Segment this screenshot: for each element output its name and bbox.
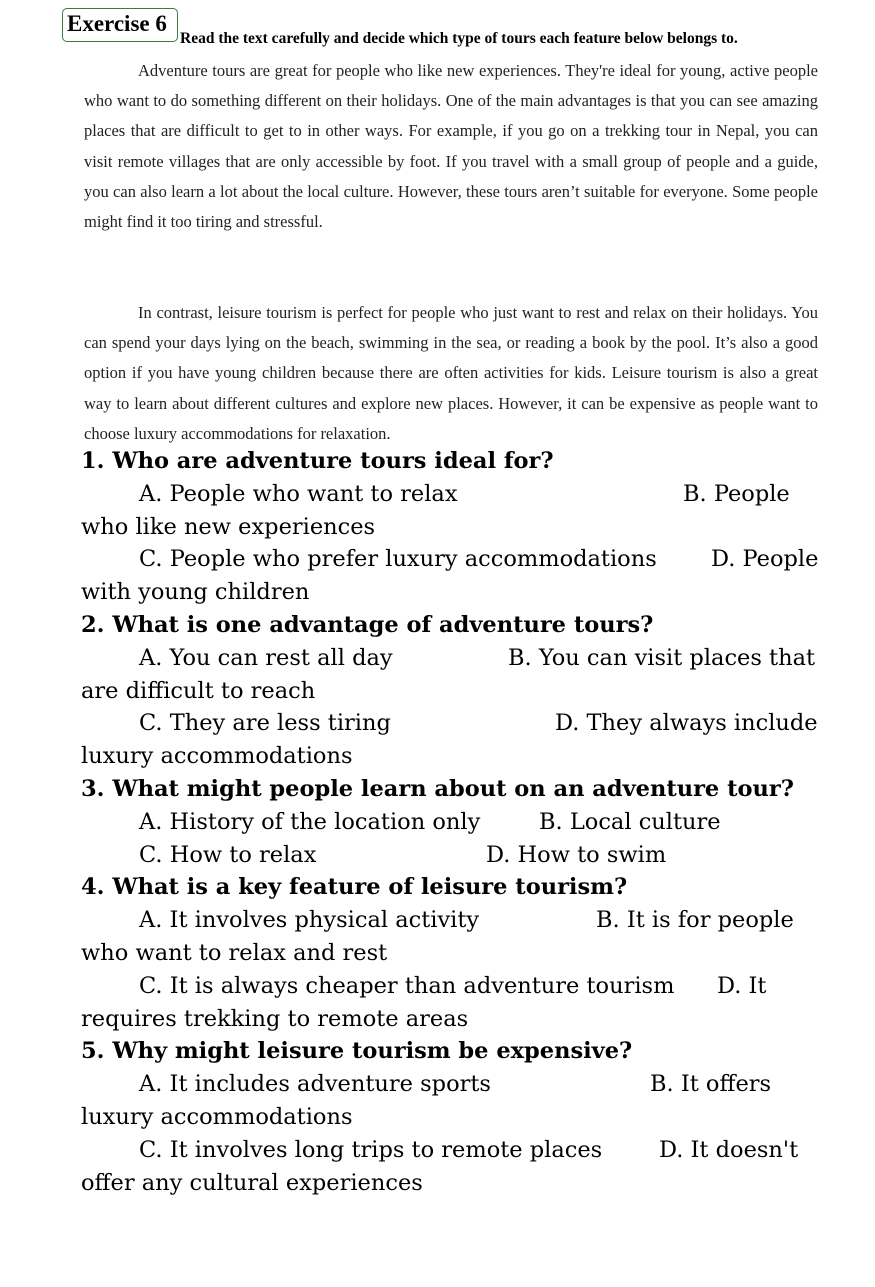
question-block-3 (81, 773, 826, 871)
passage-paragraph-leisure: In contrast, leisure tourism is perfect for people who just want to rest and relax on their holidays. You can spend your days lying on the beach, swimming in the sea, or reading a book by the pool. It’s also a good option if you have young children because there are often activities for kids. Leisure tourism is also a great way to learn about different cultures and explore new places. However, it can be expensive as people want to choose luxury accommodations for relaxation. (84, 303, 818, 443)
question-list (81, 445, 826, 1199)
option-b-continuation: who want to relax and rest (81, 939, 388, 966)
question-text: 2. What is one advantage of adventure tours? (81, 611, 654, 638)
option-d-continuation: requires trekking to remote areas (81, 1005, 469, 1032)
passage-paragraph-adventure: Adventure tours are great for people who like new experiences. They're ideal for young, active people who want to do something different on their holidays. One of the main advantages is that you can see amazing places that are difficult to get to in other ways. For example, if you go on a trekking tour in Nepal, you can visit remote villages that are only accessible by foot. If you travel with a small group of people and a guide, you can also learn a lot about the local culture. However, these tours aren’t suitable for everyone. Some people might find it too tiring and stressful. (84, 61, 818, 232)
option-a: A. You can rest all day (139, 644, 393, 671)
option-c: C. People who prefer luxury accommodations (139, 546, 657, 573)
option-b-continuation: luxury accommodations (81, 1103, 353, 1130)
question-block-5 (81, 1035, 826, 1199)
option-c: C. It involves long trips to remote places (139, 1136, 603, 1163)
option-d-continuation: with young children (81, 579, 310, 606)
question-text: 4. What is a key feature of leisure tourism? (81, 874, 628, 901)
option-d: D. It doesn't (659, 1136, 799, 1163)
option-d: D. They always include (555, 710, 818, 737)
option-b: B. People (683, 480, 790, 507)
option-a: A. It includes adventure sports (139, 1071, 491, 1098)
option-b: B. It is for people (596, 907, 794, 934)
question-text: 5. Why might leisure tourism be expensive? (81, 1038, 633, 1065)
option-c: C. It is always cheaper than adventure tourism (139, 972, 675, 999)
option-b-continuation: are difficult to reach (81, 677, 316, 704)
exercise-label: Exercise 6 (62, 8, 178, 42)
question-block-1 (81, 445, 826, 609)
question-block-2 (81, 609, 826, 773)
option-d-continuation: luxury accommodations (81, 743, 353, 770)
option-d-continuation: offer any cultural experiences (81, 1169, 423, 1196)
question-text: 3. What might people learn about on an adventure tour? (81, 775, 794, 802)
exercise-instruction: Read the text carefully and decide which type of tours each feature below belongs to. (180, 30, 738, 47)
question-block-4 (81, 871, 826, 1035)
option-a: A. It involves physical activity (139, 907, 480, 934)
option-a: A. People who want to relax (139, 480, 458, 507)
option-c: C. They are less tiring (139, 710, 391, 737)
question-text: 1. Who are adventure tours ideal for? (81, 448, 554, 474)
option-a: A. History of the location only (139, 808, 481, 835)
option-b: B. Local culture (539, 808, 721, 835)
option-d: D. It (717, 972, 767, 999)
option-d: D. How to swim (486, 841, 667, 868)
option-b: B. It offers (650, 1071, 772, 1098)
option-d: D. People (711, 546, 819, 573)
option-c: C. How to relax (139, 841, 317, 868)
option-b-continuation: who like new experiences (81, 513, 376, 540)
option-b: B. You can visit places that (508, 644, 816, 671)
